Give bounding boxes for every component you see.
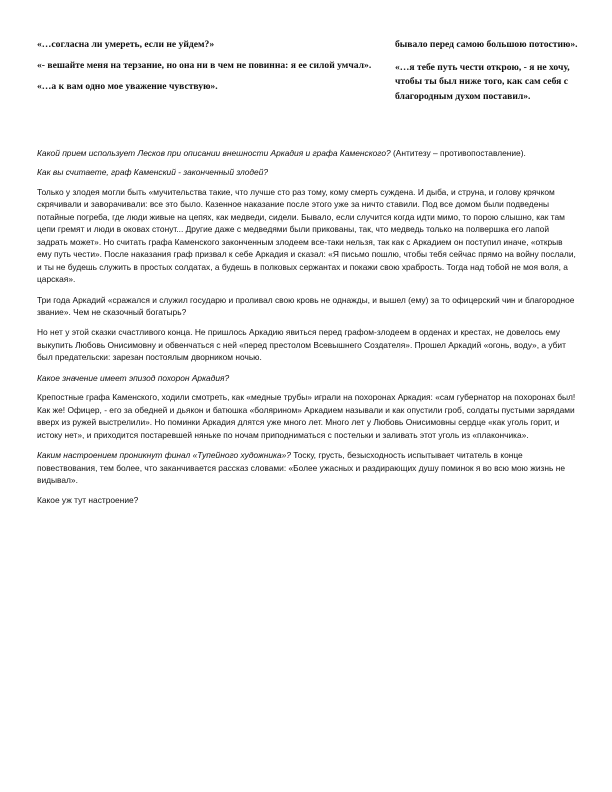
quote-path-of-honor: «…я тебе путь чести открою, - я не хочу, чтобы ты был ниже того, как сам себя с благородным духом поставил». [395,62,570,102]
quote-agree-to-die: «…согласна ли умереть, если не уйдем?» [37,39,215,50]
question-paragraph [37,147,577,159]
question-villain: Как вы считаете, граф Каменский - законченный злодей? [37,167,269,178]
question-antithesis: Какой прием использует Лесков при описании внешности Аркадия и графа Каменского? [37,148,391,158]
paragraph-villain: Только у злодея могли быть «мучительства такие, что лучше сто раз тому, кому смерть суждена. И дыба, и струна, и голову крячком скрячивали и заворачивали: все это было. Казенное наказание после этого уже за ничто ставили. Под все домом были подведены потайные погреба, где люди живые на цепях, как медведи, сидели. Бывало, если случится когда идти мимо, то порою слышно, как там цепи гремят и люди в оковах стонут... Другие даже с медведями были прикованы, так, что медведь только на полвершка его лапой задрать может». Но считать графа Каменского законченным злодеем все-таки нельзя, так как с Аркадием он поступил иначе, «открыв ему путь чести». После наказания граф призвал к себе Аркадия и сказал: «Я письмо пошлю, чтобы тебя сейчас прямо на войну послали, и ты не будешь служить в простых солдатах, а будешь в полковых сержантах и покажи свою храбрость. Тогда над тобой не моя воля, а царская». [37,186,576,285]
quote-hang-me: «- вешайте меня на терзание, но она ни в чем не повинна: я ее силой умчал». [37,60,372,72]
paragraph-no-happy-end: Но нет у этой сказки счастливого конца. Не пришлось Аркадию явиться перед графом-злодеем в орденах и крестах, не довелось ему выкупить Любовь Онисимовну и обвенчаться с ней «перед престолом Всевышнего Создателя». Прошел Аркадий «огонь, воду», а убит был предательски: зарезан постоялым дворником ночью. [37,327,566,363]
paragraph-funeral: Крепостные графа Каменского, ходили смотреть, как «медные трубы» играли на похоронах Аркадия: «сам губернатор на похоронах был! Как же! Офицер, - его за обедней и дьякон и батюшка «болярином» Аркадием называли и как опустили гроб, солдаты пустыми зарядами вверх из ружей выстрелили». Но поминки Аркадия длятся уже много лет. Много лет у Любовь Онисимовны сердце «как уголь горит, и истоку нет», и приходится постаревшей няньке по ночам приподниматься с постельки и заливать этот уголь из «плакончика». [37,392,576,440]
question-finale: Каким настроением проникнут финал «Тупейного художника»? [37,450,291,461]
question-paragraph [37,449,577,486]
answer-finale: Тоску, грусть, безысходность испытывает читатель в конце повествования, тем более, что заканчивается рассказ словами: «Более ужасных и раздирающих душу поминок я во всю мою жизнь не видывал». [37,450,565,485]
main-text [37,147,577,515]
answer-antithesis: (Антитезу – противопоставление). [390,148,526,158]
quote-before-fast: бывало перед самою большою потостию». [395,39,578,50]
quotes-left-column [37,38,377,102]
quotes-right-column [395,38,580,113]
paragraph-final: Какое уж тут настроение? [37,495,139,506]
quote-respect: «…а к вам одно мое уважение чувствую». [37,81,218,93]
paragraph-three-years: Три года Аркадий «сражался и служил государю и проливал свою кровь не однажды, и вышел (ему) за то офицерский чин и благородное звание». Чем не сказочный богатырь? [37,294,575,317]
question-funeral: Какое значение имеет эпизод похорон Аркадия? [37,372,230,383]
